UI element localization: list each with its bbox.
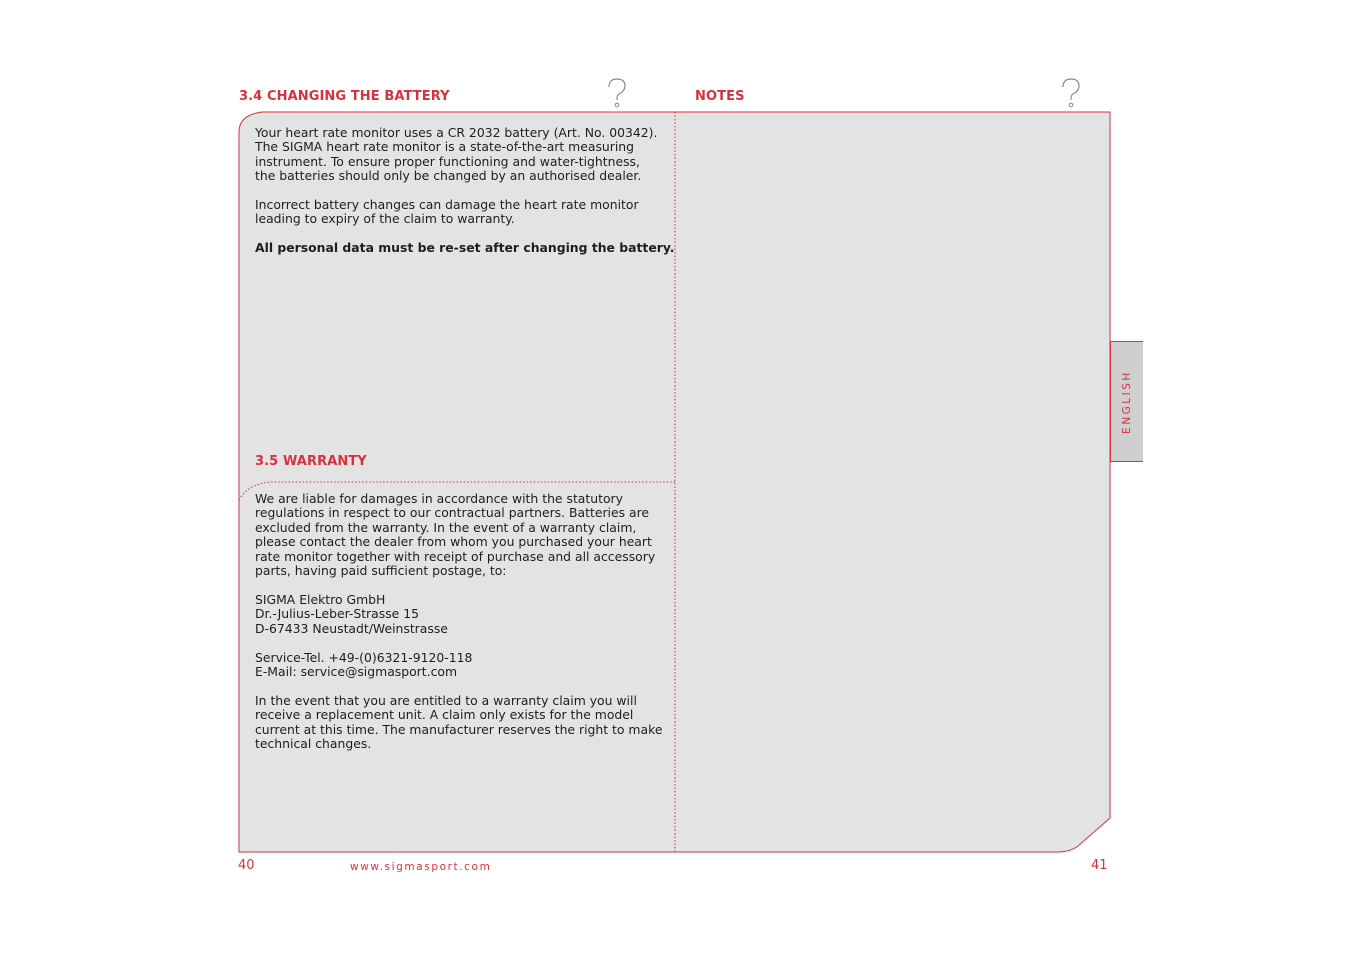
warranty-contact: Service-Tel. +49-(0)6321-9120-118 E-Mail: service@sigmasport.com xyxy=(255,650,473,680)
language-tab xyxy=(1110,341,1143,462)
question-mark-icon xyxy=(1059,77,1083,109)
battery-heading: 3.4 CHANGING THE BATTERY xyxy=(239,89,450,104)
warranty-heading: 3.5 WARRANTY xyxy=(255,454,367,469)
battery-paragraph-1: Your heart rate monitor uses a CR 2032 battery (Art. No. 00342). The SIGMA heart rate monitor is a state-of-the-art measuring instrument. To ensure proper functioning and water-tightness, the batteries should only be changed by an authorised dealer. xyxy=(255,125,658,184)
notes-heading: NOTES xyxy=(695,89,745,104)
page-number-left: 40 xyxy=(238,858,255,873)
warranty-paragraph-1: We are liable for damages in accordance with the statutory regulations in respect to our contractual partners. Batteries are excluded from the warranty. In the event of a warranty claim, please contact the dealer from whom you purchased your heart rate monitor together with receipt of purchase and all accessory parts, having paid sufficient postage, to: xyxy=(255,491,656,579)
footer-url[interactable]: www.sigmasport.com xyxy=(350,861,492,873)
battery-reset-note: All personal data must be re-set after changing the battery. xyxy=(255,240,675,255)
language-tab-label: ENGLISH xyxy=(1121,369,1133,434)
warranty-address: SIGMA Elektro GmbH Dr.-Julius-Leber-Strasse 15 D-67433 Neustadt/Weinstrasse xyxy=(255,592,448,636)
warranty-paragraph-2: In the event that you are entitled to a warranty claim you will receive a replacement unit. A claim only exists for the model current at this time. The manufacturer reserves the right to make technical changes. xyxy=(255,693,663,752)
question-mark-icon xyxy=(605,77,629,109)
battery-paragraph-2: Incorrect battery changes can damage the heart rate monitor leading to expiry of the claim to warranty. xyxy=(255,197,639,227)
page-number-right: 41 xyxy=(1091,858,1108,873)
